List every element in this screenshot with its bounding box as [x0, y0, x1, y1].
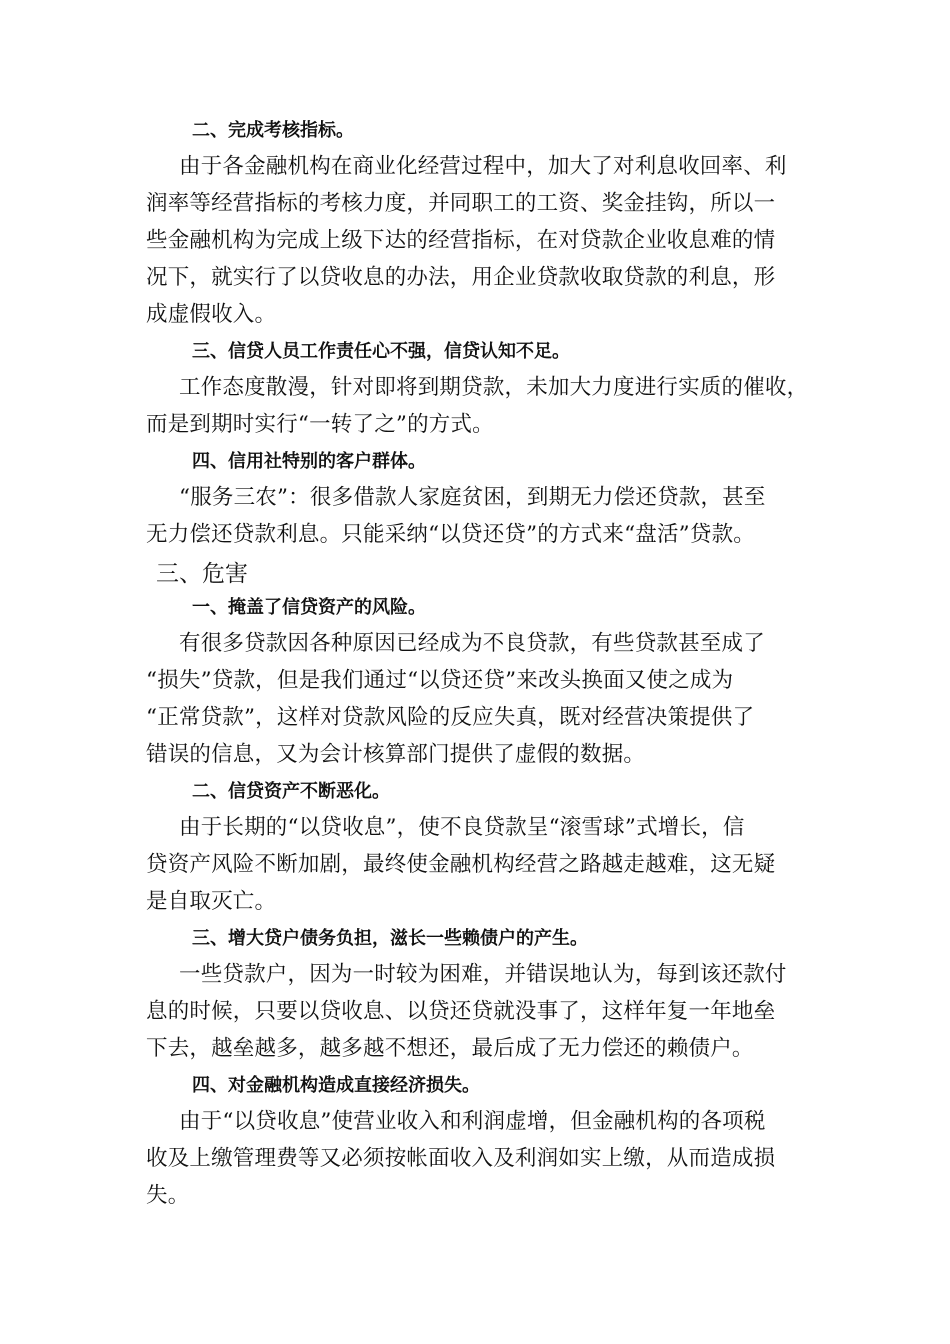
harm-paragraph-conceal-risk: 有很多贷款因各种原因已经成为不良贷款，有些贷款甚至成了 “损失”贷款，但是我们通过“以贷还贷”来改头换面又使之成为 “正常贷款”，这样对贷款风险的反应失真，既对经营决策提供了 错误的信息，又为会计核算部门提供了虚假的数据。 [146, 631, 765, 767]
document-body [146, 118, 814, 1220]
harm-paragraph-direct-loss: 由于“以贷收息”使营业收入和利润虚增，但金融机构的各项税 收及上缴管理费等又必须按帐面收入及利润如实上缴，从而造成损 失。 [146, 1109, 776, 1208]
section-paragraph-staff-responsibility: 工作态度散漫，针对即将到期贷款，未加大力度进行实质的催收， 而是到期时实行“一转了之”的方式。 [146, 375, 809, 437]
harm-heading-debt-burden: 三、增大贷户债务负担，滋长一些赖债户的产生。 [192, 928, 588, 949]
section-paragraph-customer-group: “服务三农”：很多借款人家庭贫困，到期无力偿还贷款，甚至 无力偿还贷款利息。只能采纳“以贷还贷”的方式来“盘活”贷款。 [146, 485, 766, 547]
main-heading-harms: 三、危害 [156, 561, 248, 587]
section-heading-customer-group: 四、信用社特别的客户群体。 [192, 451, 426, 472]
harm-heading-direct-loss: 四、对金融机构造成直接经济损失。 [192, 1075, 480, 1096]
section-heading-staff-responsibility: 三、信贷人员工作责任心不强，信贷认知不足。 [192, 341, 570, 362]
harm-paragraph-asset-deterioration: 由于长期的“以贷收息”，使不良贷款呈“滚雪球”式增长，信 贷资产风险不断加剧，最终使金融机构经营之路越走越难，这无疑 是自取灭亡。 [146, 815, 776, 914]
section-paragraph-complete-targets: 由于各金融机构在商业化经营过程中，加大了对利息收回率、利 润率等经营指标的考核力度，并同职工的工资、奖金挂钩，所以一 些金融机构为完成上级下达的经营指标，在对贷款企业收息难的情 况下，就实行了以贷收息的办法，用企业贷款收取贷款的利息，形 成虚假收入。 [146, 154, 787, 327]
harm-heading-conceal-risk: 一、掩盖了信贷资产的风险。 [192, 597, 426, 618]
section-heading-complete-targets: 二、完成考核指标。 [192, 120, 354, 141]
harm-heading-asset-deterioration: 二、信贷资产不断恶化。 [192, 781, 390, 802]
harm-paragraph-debt-burden: 一些贷款户，因为一时较为困难，并错误地认为，每到该还款付 息的时候，只要以贷收息、以贷还贷就没事了，这样年复一年地垒 下去，越垒越多，越多越不想还，最后成了无力偿还的赖债户。 [146, 962, 787, 1061]
